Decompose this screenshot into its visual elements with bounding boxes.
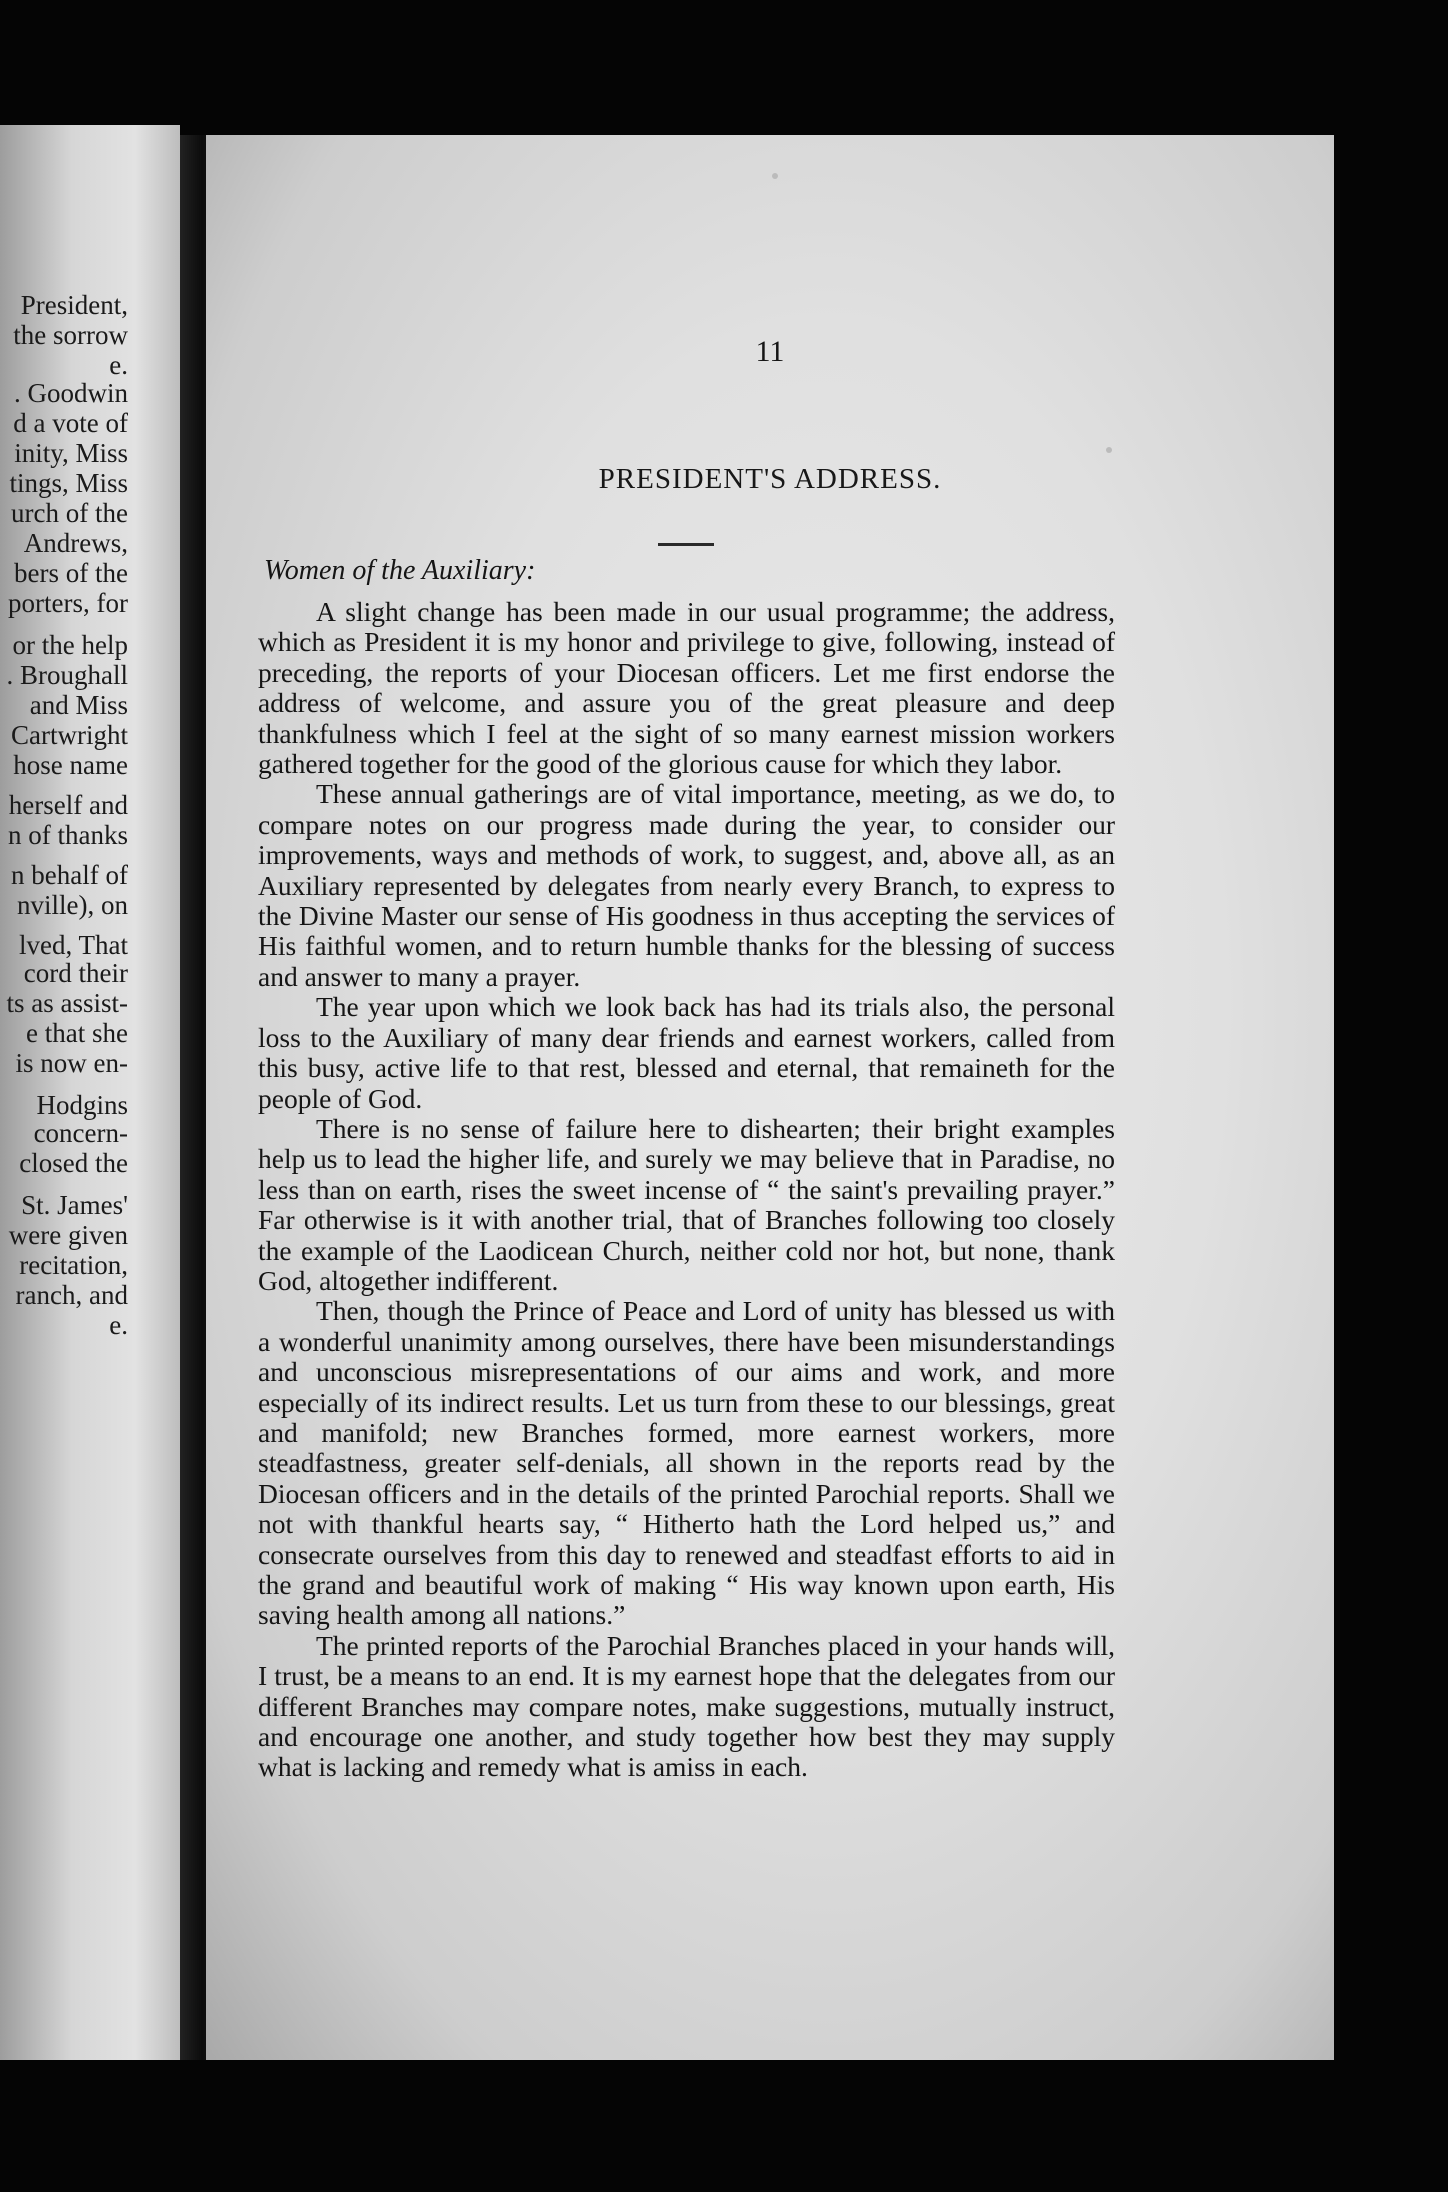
left-page-line: Cartwright xyxy=(11,720,128,750)
left-page-line: e. xyxy=(109,1310,128,1340)
title-rule xyxy=(658,543,714,546)
left-page-line: President, xyxy=(20,290,128,320)
left-page-line: the sorrow xyxy=(13,320,128,350)
left-page-line: e that she xyxy=(26,1018,128,1048)
paragraph-3: The year upon which we look back has had its trials also, the personal loss to the Auxiliary of many dear friends and earnest workers, called from this busy, active life to that rest, blessed and eternal, that remaineth for the people of God. xyxy=(258,991,1115,1114)
left-page-line: . Broughall xyxy=(6,660,128,690)
left-page-line: and Miss xyxy=(29,690,128,720)
left-page-line: porters, for xyxy=(8,588,128,618)
left-page-line: inity, Miss xyxy=(14,438,128,468)
salutation: Women of the Auxiliary: xyxy=(264,555,536,586)
address-body xyxy=(258,597,1115,1783)
left-page-line: Andrews, xyxy=(23,528,128,558)
page-number: 11 xyxy=(755,335,785,368)
left-page-line: or the help xyxy=(12,630,128,660)
paragraph-6: The printed reports of the Parochial Branches placed in your hands will, I trust, be a means to an end. It is my earnest hope that the delegates from our different Branches may compare notes, make suggestions, mutually instruct, and encourage one another, and study together how best they may supply what is lacking and remedy what is amiss in each. xyxy=(258,1629,1115,1783)
left-page-line: were given xyxy=(8,1220,128,1250)
left-page-line: bers of the xyxy=(14,558,128,588)
paper-speck xyxy=(1106,447,1112,453)
left-page-line: d a vote of xyxy=(13,408,128,438)
left-page-line: nville), on xyxy=(17,890,128,920)
left-page-line: closed the xyxy=(19,1148,128,1178)
left-page-line: is now en- xyxy=(15,1048,128,1078)
paragraph-5: Then, though the Prince of Peace and Lord of unity has blessed us with a wonderful unanimity among ourselves, there have been misunderstandings and unconscious misrepresentations of our aims and work, and more especially of its indirect results. Let us turn from these to our blessings, great and manifold; new Branches formed, more earnest workers, more steadfastness, greater self-denials, all shown in the reports read by the Diocesan officers and in the details of the printed Parochial reports. Shall we not with thankful hearts say, “ Hitherto hath the Lord helped us,” and consecrate ourselves from this day to renewed and steadfast efforts to aid in the grand and beautiful work of making “ His way known upon earth, His saving health among all nations.” xyxy=(258,1295,1115,1631)
left-page-line: St. James' xyxy=(21,1190,128,1220)
left-page-line: e. xyxy=(109,350,128,380)
left-page-line: Hodgins xyxy=(36,1090,128,1120)
left-page-line: concern- xyxy=(33,1118,128,1148)
previous-page-fragment xyxy=(0,125,180,2060)
left-page-line: hose name xyxy=(13,750,128,780)
left-page-line: urch of the xyxy=(11,498,128,528)
left-page-line: lved, That xyxy=(19,930,128,960)
left-page-line: n of thanks xyxy=(8,820,128,850)
left-page-line: ranch, and xyxy=(15,1280,128,1310)
left-page-line: n behalf of xyxy=(11,860,128,890)
left-page-line: . Goodwin xyxy=(14,378,128,408)
left-page-line: tings, Miss xyxy=(9,468,128,498)
left-page-line: ts as assist- xyxy=(6,988,128,1018)
paper-speck xyxy=(772,173,778,179)
book-page xyxy=(206,135,1334,2060)
paragraph-1: A slight change has been made in our usual programme; the address, which as President it is my honor and privilege to give, following, instead of preceding, the reports of your Diocesan officers. Let me first endorse the address of welcome, and assure you of the great pleasure and deep thankfulness which I feel at the sight of so many earnest mission workers gathered together for the good of the glorious cause for which they labor. xyxy=(258,596,1115,780)
left-page-line: recitation, xyxy=(19,1250,128,1280)
paragraph-2: These annual gatherings are of vital importance, meeting, as we do, to compare notes on our progress made during the year, to consider our improvements, ways and methods of work, to suggest, and, above all, as an Auxiliary represented by delegates from nearly every Branch, to express to the Divine Master our sense of His goodness in thus accepting the services of His faithful women, and to return humble thanks for the blessing of success and answer to many a prayer. xyxy=(258,778,1115,992)
left-page-line: herself and xyxy=(8,790,128,820)
address-title: PRESIDENT'S ADDRESS. xyxy=(598,463,942,495)
left-page-line: cord their xyxy=(23,958,128,988)
paragraph-4: There is no sense of failure here to dishearten; their bright examples help us to lead the higher life, and surely we may believe that in Paradise, no less than on earth, rises the sweet incense of “ the saint's prevailing prayer.” Far otherwise is it with another trial, that of Branches following too closely the example of the Laodicean Church, neither cold nor hot, but none, thank God, altogether indifferent. xyxy=(258,1112,1115,1296)
